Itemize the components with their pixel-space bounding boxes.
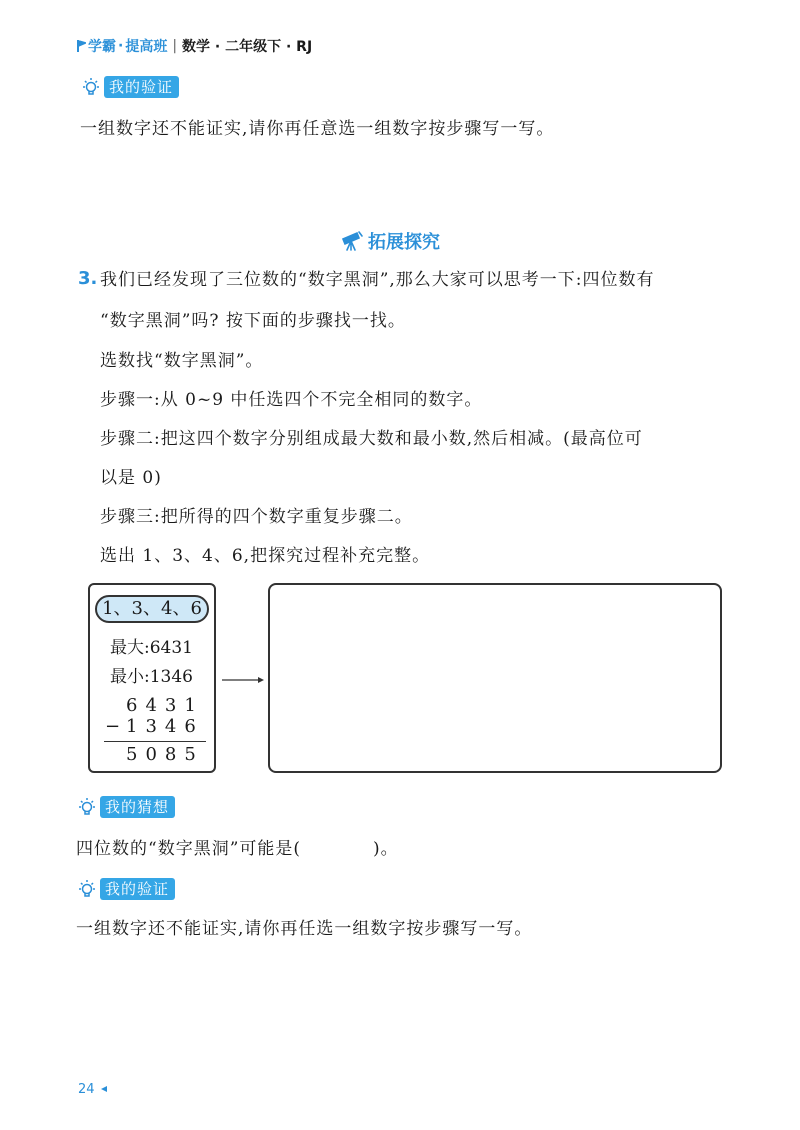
lightbulb-icon xyxy=(76,796,98,818)
subject-grade: 数学 · 二年级下 · RJ xyxy=(182,39,313,55)
question-number: 3. xyxy=(78,268,98,289)
top-instruction: 一组数字还不能证实,请你再任意选一组数字按步骤写一写。 xyxy=(80,119,555,139)
verify-tag-bottom-label: 我的验证 xyxy=(100,878,175,900)
header-dot: · xyxy=(118,38,124,54)
subtraction-rule xyxy=(104,741,206,742)
min-number: 最小:1346 xyxy=(110,667,193,687)
max-number: 最大:6431 xyxy=(110,638,193,658)
step-two: 步骤二:把这四个数字分别组成最大数和最小数,然后相减。(最高位可 xyxy=(100,429,643,449)
example-card xyxy=(88,583,216,773)
question-line: “数字黑洞”吗? 按下面的步骤找一找。 xyxy=(100,311,406,331)
bottom-instruction: 一组数字还不能证实,请你再任选一组数字按步骤写一写。 xyxy=(76,919,533,939)
section-title-text: 拓展探究 xyxy=(368,232,440,253)
question-line: 我们已经发现了三位数的“数字黑洞”,那么大家可以思考一下:四位数有 xyxy=(100,270,655,290)
flag-icon xyxy=(76,40,86,52)
step-three: 步骤三:把所得的四个数字重复步骤二。 xyxy=(100,507,413,527)
series-name: 提高班 xyxy=(125,39,168,55)
difference: 5085 xyxy=(126,744,204,765)
verify-tag-top-label: 我的验证 xyxy=(104,76,179,98)
minus-sign: − xyxy=(105,716,121,737)
page-number-text: 24 xyxy=(78,1082,95,1097)
page-header xyxy=(76,36,312,56)
step-one: 步骤一:从 0~9 中任选四个不完全相同的数字。 xyxy=(100,390,483,410)
guess-tag xyxy=(76,796,175,818)
lightbulb-icon xyxy=(80,76,102,98)
header-divider: | xyxy=(172,38,178,54)
lightbulb-icon xyxy=(76,878,98,900)
brand-name: 学霸 xyxy=(88,39,116,55)
question-line: 选数找“数字黑洞”。 xyxy=(100,351,264,371)
verify-tag-bottom xyxy=(76,878,175,900)
step-two-cont: 以是 0) xyxy=(100,468,162,488)
section-title xyxy=(340,228,440,254)
guess-tag-label: 我的猜想 xyxy=(100,796,175,818)
selected-digits-pill: 1、3、4、6 xyxy=(95,595,209,623)
minuend: 6431 xyxy=(126,695,204,716)
arrow-right-icon xyxy=(222,676,266,684)
triangle-left-icon xyxy=(100,1085,108,1093)
telescope-icon xyxy=(340,230,364,252)
answer-box[interactable] xyxy=(268,583,722,773)
guess-answer-line: 四位数的“数字黑洞”可能是( )。 xyxy=(76,839,399,859)
page-number xyxy=(78,1082,108,1097)
selection-instruction: 选出 1、3、4、6,把探究过程补充完整。 xyxy=(100,546,431,566)
subtrahend: 1346 xyxy=(126,716,204,737)
verify-tag-top xyxy=(80,76,179,98)
